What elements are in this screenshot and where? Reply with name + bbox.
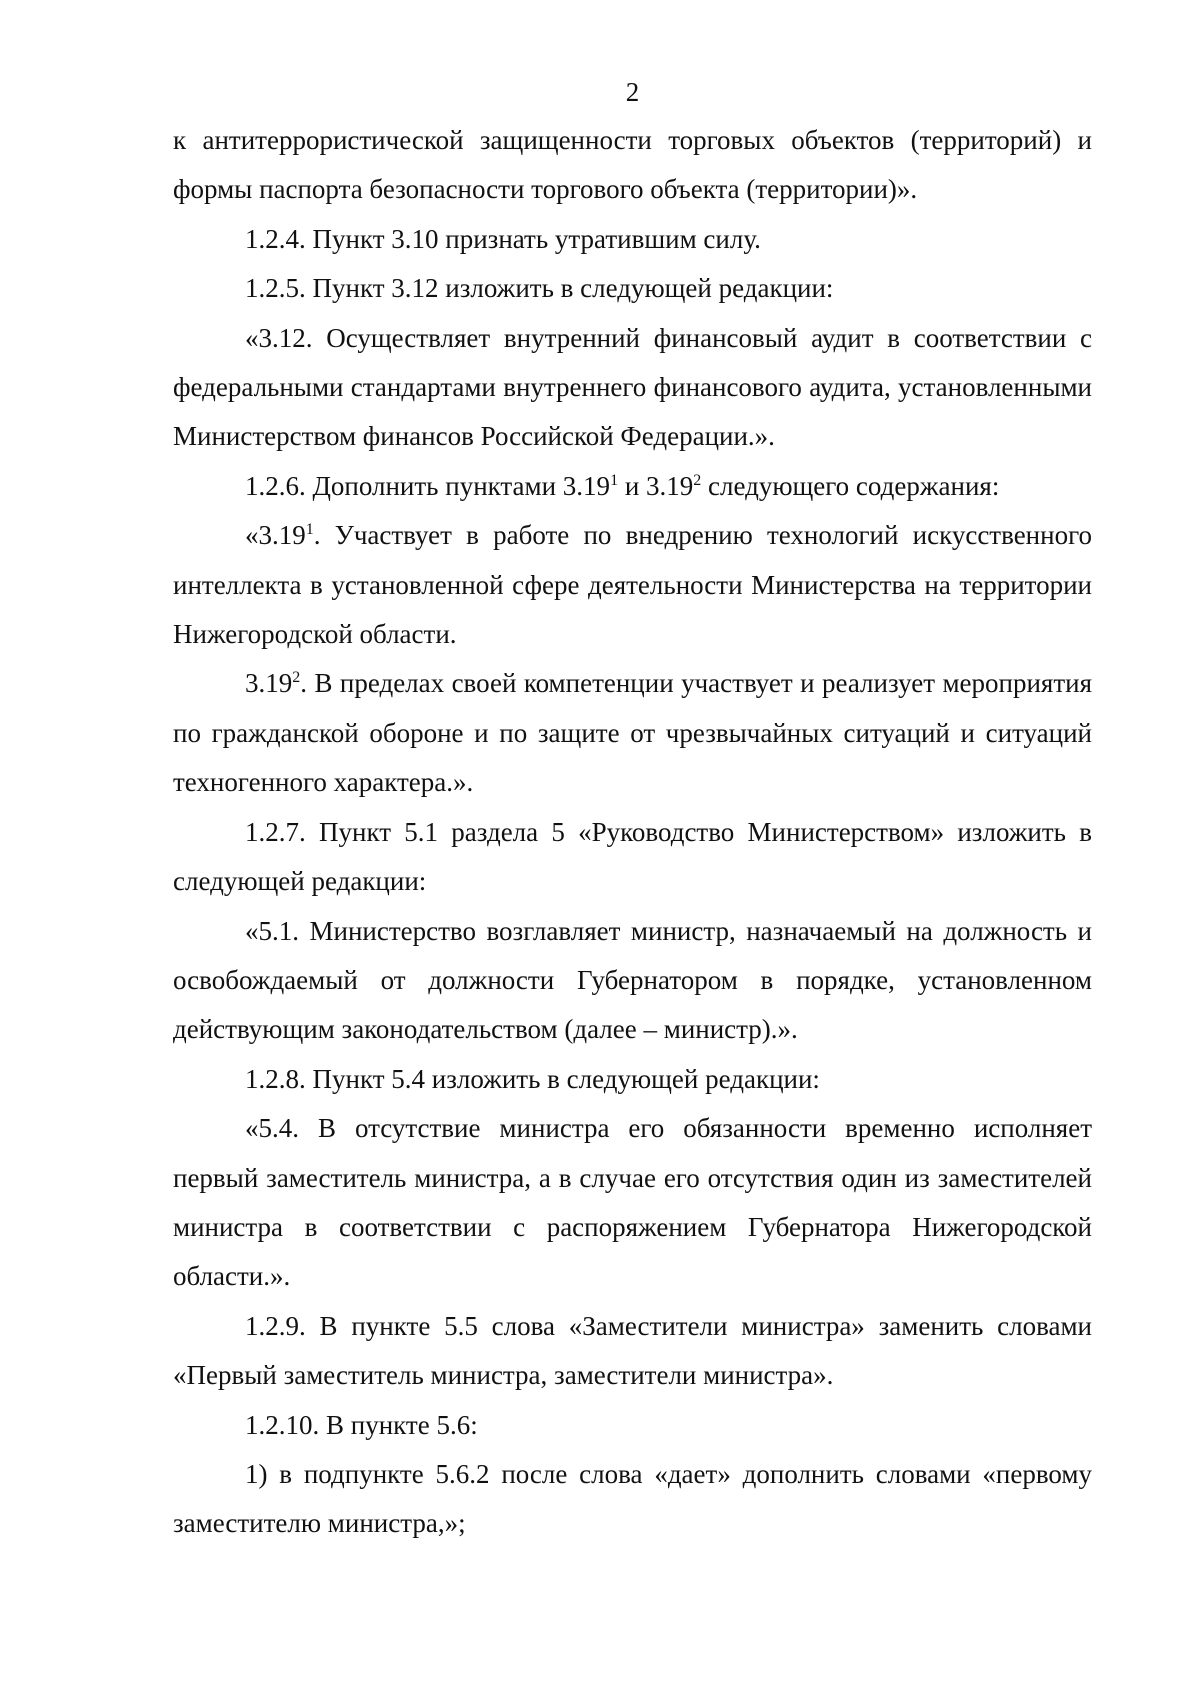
paragraph-6-text-a: 3.19 bbox=[245, 668, 293, 699]
paragraph-11: 1.2.9. В пункте 5.5 слова «Заместители министра» заменить словами «Первый заместитель министра, заместители министра». bbox=[173, 1310, 1092, 1391]
paragraph-2: 1.2.5. Пункт 3.12 изложить в следующей редакции: bbox=[245, 273, 834, 304]
paragraph-5-text-a: «3.19 bbox=[245, 520, 306, 551]
paragraph-5-sup-a: 1 bbox=[305, 521, 314, 539]
paragraph-5 bbox=[173, 511, 1092, 659]
paragraph-8: «5.1. Министерство возглавляет министр, назначаемый на должность и освобождаемый от должности Губернатором в порядке, установленном действующим законодательством (далее – министр).». bbox=[173, 915, 1092, 1045]
paragraph-3: «3.12. Осуществляет внутренний финансовый аудит в соответствии с федеральными стандартами внутреннего финансового аудита, установленными Министерством финансов Российской Федерации.». bbox=[173, 322, 1092, 452]
paragraph-10: «5.4. В отсутствие министра его обязанности временно исполняет первый заместитель министра, а в случае его отсутствия один из заместителей министра в соответствии с распоряжением Губернатора Нижегородской области.». bbox=[173, 1113, 1092, 1292]
page-number: 2 bbox=[625, 77, 640, 107]
paragraph-5-text-b: . Участвует в работе по внедрению технологий искусственного интеллекта в установленной сфере деятельности Министерства на территории Нижегородской области. bbox=[173, 520, 1092, 650]
document-page bbox=[173, 68, 1092, 1549]
paragraph-1: 1.2.4. Пункт 3.10 признать утратившим силу. bbox=[245, 223, 761, 254]
paragraph-7: 1.2.7. Пункт 5.1 раздела 5 «Руководство Министерством» изложить в следующей редакции: bbox=[173, 816, 1092, 897]
paragraph-9: 1.2.8. Пункт 5.4 изложить в следующей редакции: bbox=[245, 1063, 820, 1094]
paragraph-4-text-a: 1.2.6. Дополнить пунктами 3.19 bbox=[245, 470, 611, 501]
paragraph-4 bbox=[173, 462, 1092, 511]
paragraph-6 bbox=[173, 659, 1092, 807]
paragraph-4-text-b: и 3.19 bbox=[618, 470, 694, 501]
paragraph-4-text-c: следующего содержания: bbox=[701, 470, 1000, 501]
paragraph-4-sup-b: 2 bbox=[693, 471, 702, 489]
paragraph-13: 1) в подпункте 5.6.2 после слова «дает» дополнить словами «первому заместителю министра,»; bbox=[173, 1458, 1092, 1539]
paragraph-6-sup-a: 2 bbox=[292, 669, 301, 687]
paragraph-4-sup-a: 1 bbox=[610, 471, 619, 489]
paragraph-0: к антитеррористической защищенности торговых объектов (территорий) и формы паспорта безопасности торгового объекта (территории)». bbox=[173, 125, 1092, 205]
paragraph-12: 1.2.10. В пункте 5.6: bbox=[245, 1409, 478, 1440]
paragraph-6-text-b: . В пределах своей компетенции участвует и реализует мероприятия по гражданской обороне и по защите от чрезвычайных ситуаций и ситуаций техногенного характера.». bbox=[173, 668, 1092, 798]
